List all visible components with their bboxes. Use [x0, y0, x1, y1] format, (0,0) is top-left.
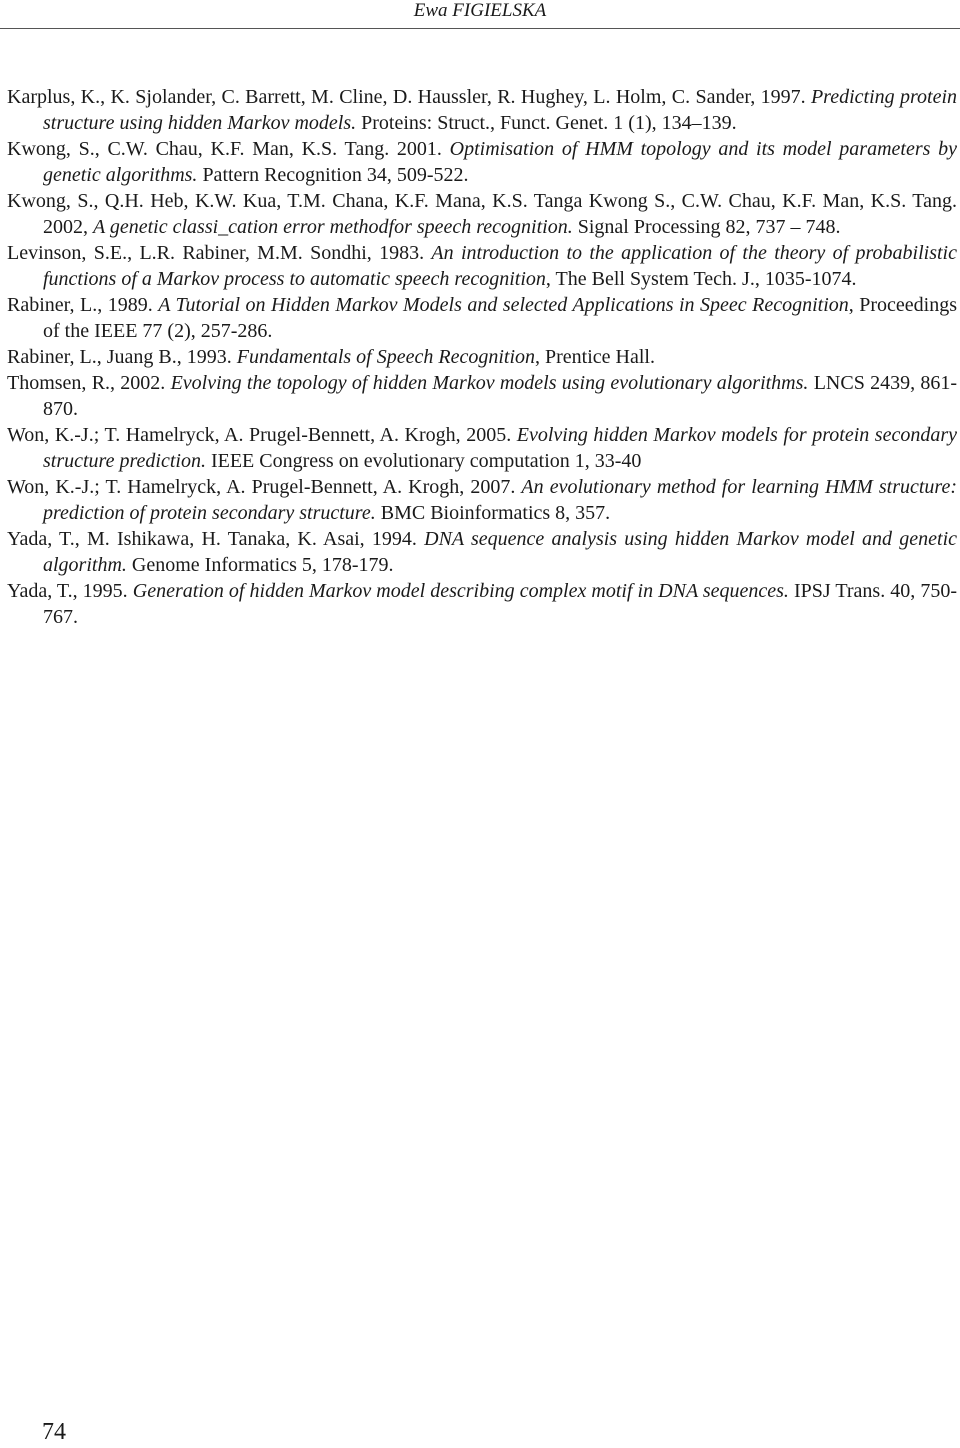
- reference-item: [7, 188, 957, 240]
- reference-title: Fundamentals of Speech Recognition: [236, 346, 535, 368]
- running-head-title: Ewa FIGIELSKA: [413, 0, 547, 21]
- reference-item: [7, 370, 957, 422]
- reference-authors: Rabiner, L., 1989.: [7, 294, 153, 316]
- reference-item: [7, 240, 957, 292]
- reference-title: A Tutorial on Hidden Markov Models and selected Applications in Speec Recognition: [158, 294, 849, 316]
- reference-authors: Yada, T., M. Ishikawa, H. Tanaka, K. Asai, 1994.: [7, 528, 417, 550]
- reference-item: [7, 84, 957, 136]
- reference-item: [7, 292, 957, 344]
- reference-authors: Kwong, S., C.W. Chau, K.F. Man, K.S. Tang. 2001.: [7, 138, 442, 160]
- reference-source: , The Bell System Tech. J., 1035-1074.: [545, 268, 857, 290]
- reference-source: , Proceedings of the IEEE 77 (2), 257-286.: [43, 294, 957, 342]
- reference-item: [7, 344, 957, 370]
- running-head: [0, 0, 960, 29]
- reference-authors: Levinson, S.E., L.R. Rabiner, M.M. Sondhi, 1983.: [7, 242, 425, 264]
- reference-source: Proteins: Struct., Funct. Genet. 1 (1), 134–139.: [361, 112, 737, 134]
- reference-title: Optimisation of HMM topology and its model parameters by genetic algorithms.: [43, 138, 957, 186]
- reference-source: IEEE Congress on evolutionary computation 1, 33-40: [210, 450, 642, 472]
- reference-item: [7, 578, 957, 630]
- reference-title: Predicting protein structure using hidden Markov models.: [43, 86, 958, 134]
- reference-title: A genetic classi_cation error methodfor speech recognition.: [93, 216, 573, 238]
- reference-source: LNCS 2439, 861-870.: [43, 372, 957, 420]
- reference-item: [7, 526, 957, 578]
- reference-item: [7, 422, 957, 474]
- reference-list: [7, 84, 957, 630]
- reference-authors: Won, K.-J.; T. Hamelryck, A. Prugel-Bennett, A. Krogh, 2005.: [7, 424, 512, 446]
- reference-authors: Thomsen, R., 2002.: [7, 372, 166, 394]
- reference-authors: Yada, T., 1995.: [7, 580, 128, 602]
- reference-authors: Kwong, S., Q.H. Heb, K.W. Kua, T.M. Chana, K.F. Mana, K.S. Tanga Kwong S., C.W. Chau, K.F. Man, K.S. Tang. 2002,: [7, 190, 957, 238]
- reference-item: [7, 136, 957, 188]
- reference-title: Evolving the topology of hidden Markov models using evolutionary algorithms.: [170, 372, 809, 394]
- reference-source: Signal Processing 82, 737 – 748.: [577, 216, 841, 238]
- reference-authors: Rabiner, L., Juang B., 1993.: [7, 346, 232, 368]
- reference-authors: Won, K.-J.; T. Hamelryck, A. Prugel-Bennett, A. Krogh, 2007.: [7, 476, 516, 498]
- reference-source: Genome Informatics 5, 178-179.: [131, 554, 394, 576]
- reference-title: DNA sequence analysis using hidden Markov model and genetic algorithm.: [43, 528, 958, 576]
- reference-item: [7, 474, 957, 526]
- reference-source: Pattern Recognition 34, 509-522.: [202, 164, 469, 186]
- reference-source: BMC Bioinformatics 8, 357.: [380, 502, 611, 524]
- reference-title: Evolving hidden Markov models for protein secondary structure prediction.: [43, 424, 958, 472]
- reference-title: An introduction to the application of the theory of probabilistic functions of a Markov process to automatic speech recognition: [43, 242, 957, 290]
- reference-title: An evolutionary method for learning HMM structure: prediction of protein secondary structure.: [43, 476, 958, 524]
- reference-source: IPSJ Trans. 40, 750-767.: [43, 580, 957, 628]
- reference-source: , Prentice Hall.: [535, 346, 655, 368]
- page-number: 74: [42, 1419, 66, 1445]
- reference-authors: Karplus, K., K. Sjolander, C. Barrett, M. Cline, D. Haussler, R. Hughey, L. Holm, C. Sander, 1997.: [7, 86, 806, 108]
- reference-title: Generation of hidden Markov model describing complex motif in DNA sequences.: [132, 580, 789, 602]
